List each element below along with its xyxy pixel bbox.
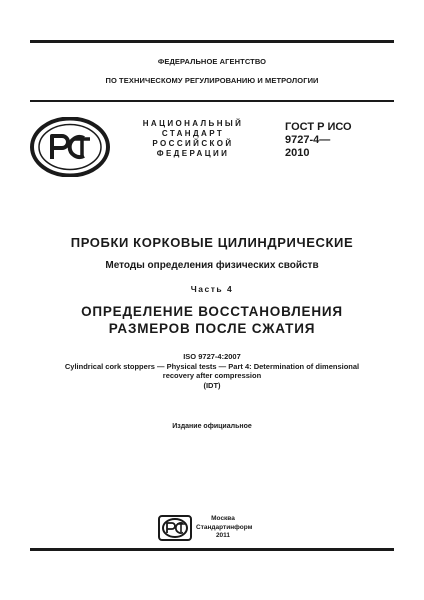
publisher-year: 2011	[215, 532, 231, 539]
designation-line-2: 9727-4—	[285, 134, 331, 146]
part-title-line-2: РАЗМЕРОВ ПОСЛЕ СЖАТИЯ	[108, 321, 316, 336]
part-title-line-1: ОПРЕДЕЛЕНИЕ ВОССТАНОВЛЕНИЯ	[81, 304, 343, 319]
standard-designation	[285, 121, 395, 160]
main-title: ПРОБКИ КОРКОВЫЕ ЦИЛИНДРИЧЕСКИЕ	[70, 235, 354, 250]
national-standard-line-4: ФЕДЕРАЦИИ	[156, 149, 230, 158]
publisher-city: Москва	[211, 515, 235, 522]
agency-line-2: ПО ТЕХНИЧЕСКОМУ РЕГУЛИРОВАНИЮ И МЕТРОЛОГИИ	[105, 76, 319, 85]
gost-r-logo-icon	[30, 117, 110, 177]
iso-english-title-line-2: recovery after compression	[162, 371, 262, 380]
designation-line-3: 2010	[285, 147, 310, 159]
national-standard-text	[128, 119, 258, 159]
national-standard-line-3: РОССИЙСКОЙ	[152, 139, 234, 148]
bottom-rule	[30, 548, 394, 551]
top-rule	[30, 40, 394, 43]
header-rule	[30, 100, 394, 102]
designation-line-1: ГОСТ Р ИСО	[285, 121, 352, 133]
publisher-name: Стандартинформ	[196, 523, 253, 531]
iso-reference	[0, 352, 424, 390]
subtitle: Методы определения физических свойств	[105, 260, 319, 271]
part-title	[0, 303, 424, 337]
iso-english-title-line-1: Cylindrical cork stoppers — Physical tests — Part 4: Determination of dimensional	[64, 361, 360, 371]
iso-equivalence: (IDT)	[203, 380, 221, 390]
national-standard-line-2: СТАНДАРТ	[161, 129, 225, 138]
part-number: Часть 4	[190, 284, 234, 294]
edition-label: Издание официальное	[172, 423, 252, 430]
standartinform-logo-icon	[158, 515, 192, 541]
publisher-info	[196, 515, 253, 541]
national-standard-line-1: НАЦИОНАЛЬНЫЙ	[142, 119, 244, 128]
iso-number: ISO 9727-4:2007	[183, 352, 241, 361]
agency-line-1: ФЕДЕРАЛЬНОЕ АГЕНТСТВО	[157, 57, 267, 66]
